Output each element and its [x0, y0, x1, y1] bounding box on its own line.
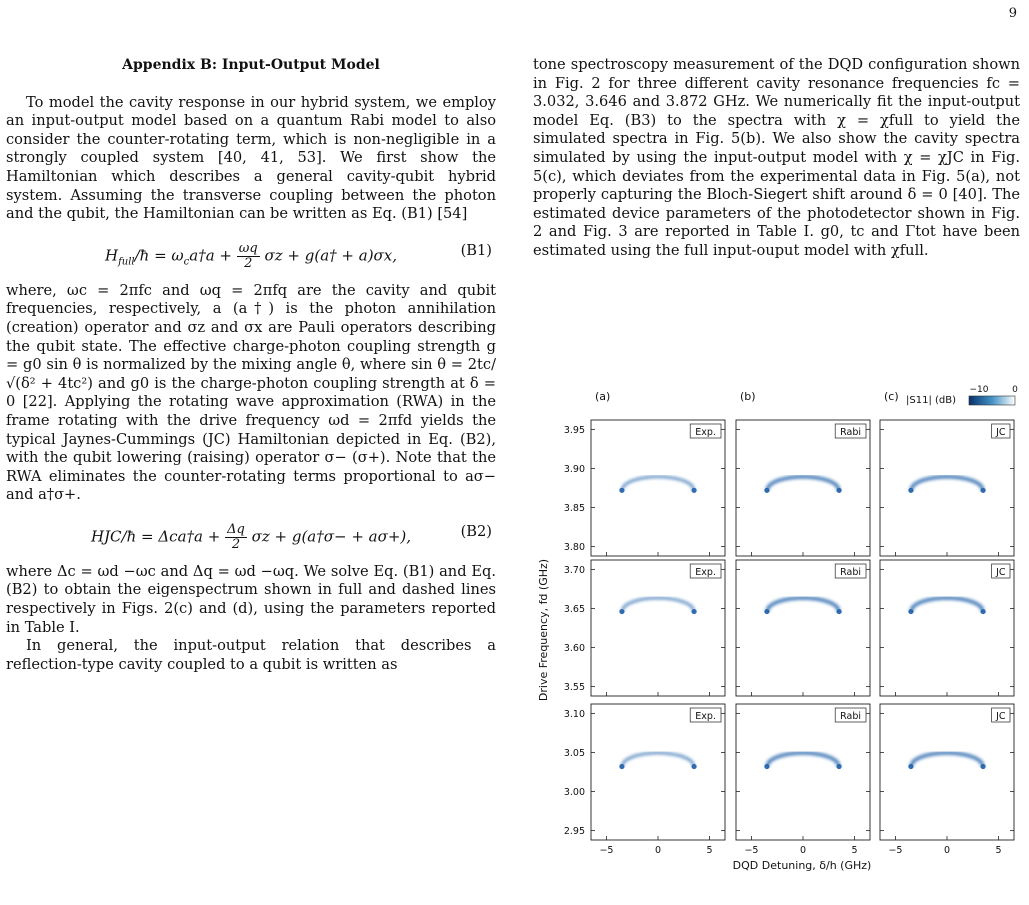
panel-label: (b) — [740, 390, 756, 403]
plot-panel — [880, 420, 1014, 556]
y-tick-label: 3.00 — [563, 787, 585, 799]
paragraph-intro: To model the cavity response in our hybrid system, we employ an input-output model based on a quantum Rabi model to also consider the counter-rotating term, which is non-negligible in a strongly coupled system [40, 41, 53]. We first show the Hamiltonian which describes a general cavity-qubit hybrid system. Assuming the transverse coupling between the photon and the qubit, the Hamiltonian can be written as Eq. (B1) [54] — [6, 93, 496, 223]
colorbar-tick: −10 — [969, 385, 989, 395]
anticrossing-point — [836, 764, 841, 769]
y-axis-label: Drive Frequency, fd (GHz) — [537, 558, 550, 702]
figure-5-plot — [533, 380, 1023, 880]
model-tag: Rabi — [840, 567, 862, 578]
y-tick-label: 3.80 — [563, 542, 585, 554]
x-tick-label: −5 — [599, 845, 614, 856]
x-tick-label: 5 — [995, 845, 1002, 856]
y-tick-label: 3.65 — [563, 603, 585, 615]
anticrossing-point — [908, 488, 913, 493]
plot-panel — [880, 704, 1014, 840]
y-tick-label: 3.95 — [563, 424, 585, 436]
anticrossing-point — [980, 488, 985, 493]
x-tick-label: 5 — [706, 845, 713, 856]
y-tick-label: 3.85 — [563, 503, 585, 515]
anticrossing-point — [908, 764, 913, 769]
anticrossing-point — [980, 609, 985, 614]
plot-panel — [736, 420, 870, 556]
left-column — [6, 56, 496, 674]
anticrossing-point — [908, 609, 913, 614]
anticrossing-point — [764, 488, 769, 493]
anticrossing-point — [691, 764, 696, 769]
equation-b1-body: $H_{full}/ħ$ = $\omega_ca\dagger a$ + $\frac{\omega q}{2}$ σz + g(a† + a)σx, — [104, 240, 398, 271]
anticrossing-point — [619, 609, 624, 614]
x-tick-label: 0 — [799, 845, 807, 856]
x-tick-label: −5 — [744, 845, 759, 856]
figure-5 — [533, 380, 1023, 880]
model-tag: Exp. — [695, 567, 716, 578]
colorbar-label: |S11| (dB) — [906, 395, 956, 406]
paragraph-eigenspectrum: where Δc = ωd −ωc and Δq = ωd −ωq. We solve Eq. (B1) and Eq. (B2) to obtain the eigenspectrum shown in full and dashed lines respectively in Figs. 2(c) and (d), using the parameters reported in Table I. — [6, 562, 496, 636]
model-tag: JC — [996, 427, 1006, 438]
plot-panel — [736, 704, 870, 840]
model-tag: JC — [996, 711, 1006, 722]
equation-b2-number: (B2) — [460, 522, 492, 540]
model-tag: Exp. — [695, 427, 716, 438]
plot-panel — [591, 704, 725, 840]
x-tick-label: 0 — [943, 845, 951, 856]
anticrossing-point — [836, 609, 841, 614]
anticrossing-point — [764, 609, 769, 614]
equation-b1-number: (B1) — [460, 241, 492, 259]
paragraph-hamiltonian: where, ωc = 2πfc and ωq = 2πfq are the cavity and qubit frequencies, respectively, a (a†) is the photon annihilation (creation) operator and σz and σx are Pauli operators describing the qubit state. The effective charge-photon coupling strength g = g0 sin θ is normalized by the mixing angle θ, where sin θ = 2tc/√(δ² + 4tc²) and g0 is the charge-photon coupling strength at δ = 0 [22]. Applying the rotating wave approximation (RWA) in the frame rotating with the drive frequency ωd = 2πfd yields the typical Jaynes-Cummings (JC) Hamiltonian depicted in Eq. (B2), with the qubit lowering (raising) operator σ− (σ+). Note that the RWA eliminates the counter-rotating terms proportional to aσ− and a†σ+. — [6, 281, 496, 504]
x-axis-label: DQD Detuning, δ/h (GHz) — [732, 859, 872, 872]
y-tick-label: 3.70 — [563, 564, 585, 576]
anticrossing-point — [691, 609, 696, 614]
page-number: 9 — [1008, 6, 1017, 21]
y-tick-label: 3.05 — [563, 747, 585, 759]
anticrossing-point — [691, 488, 696, 493]
equation-b1 — [6, 232, 496, 276]
paragraph-input-output: In general, the input-output relation that describes a reflection-type cavity coupled to a qubit is written as — [6, 637, 496, 673]
y-tick-label: 3.90 — [563, 463, 585, 475]
panel-label: (a) — [595, 390, 611, 403]
paragraph-spectroscopy: tone spectroscopy measurement of the DQD configuration shown in Fig. 2 for three different cavity resonance frequencies fc = 3.032, 3.646 and 3.872 GHz. We numerically fit the input-output model Eq. (B3) to the spectra with χ = χfull to yield the simulated spectra in Fig. 5(b). We also show the cavity spectra simulated by using the input-output model with χ = χJC in Fig. 5(c), which deviates from the experimental data in Fig. 5(a), not properly capturing the Bloch-Siegert shift around δ = 0 [40]. The estimated device parameters of the photodetector shown in Fig. 2 and Fig. 3 are reported in Table I. g0, tc and Γtot have been estimated using the full input-ouput model with χfull. — [533, 56, 1020, 259]
panel-label: (c) — [884, 390, 899, 403]
anticrossing-point — [764, 764, 769, 769]
y-tick-label: 3.10 — [563, 708, 585, 720]
plot-panel — [736, 560, 870, 696]
section-heading: Appendix B: Input-Output Model — [122, 57, 380, 73]
x-tick-label: −5 — [888, 845, 903, 856]
plot-panel — [591, 420, 725, 556]
model-tag: Rabi — [840, 427, 862, 438]
anticrossing-point — [980, 764, 985, 769]
anticrossing-point — [619, 764, 624, 769]
model-tag: Exp. — [695, 711, 716, 722]
plot-panel — [880, 560, 1014, 696]
plot-panel — [591, 560, 725, 696]
right-column — [533, 56, 1020, 261]
anticrossing-point — [836, 488, 841, 493]
y-tick-label: 2.95 — [563, 826, 585, 838]
y-tick-label: 3.55 — [563, 682, 585, 694]
x-tick-label: 5 — [851, 845, 858, 856]
equation-b2-body: HJC/ħ = Δca†a + $\frac{\Delta q}{2}$ σz + g(a†σ− + aσ+), — [90, 521, 412, 552]
y-tick-label: 3.60 — [563, 643, 585, 655]
colorbar — [969, 396, 1015, 405]
equation-b2 — [6, 513, 496, 557]
x-tick-label: 0 — [654, 845, 662, 856]
anticrossing-point — [619, 488, 624, 493]
model-tag: JC — [996, 567, 1006, 578]
colorbar-tick: 0 — [1012, 385, 1018, 395]
model-tag: Rabi — [840, 711, 862, 722]
